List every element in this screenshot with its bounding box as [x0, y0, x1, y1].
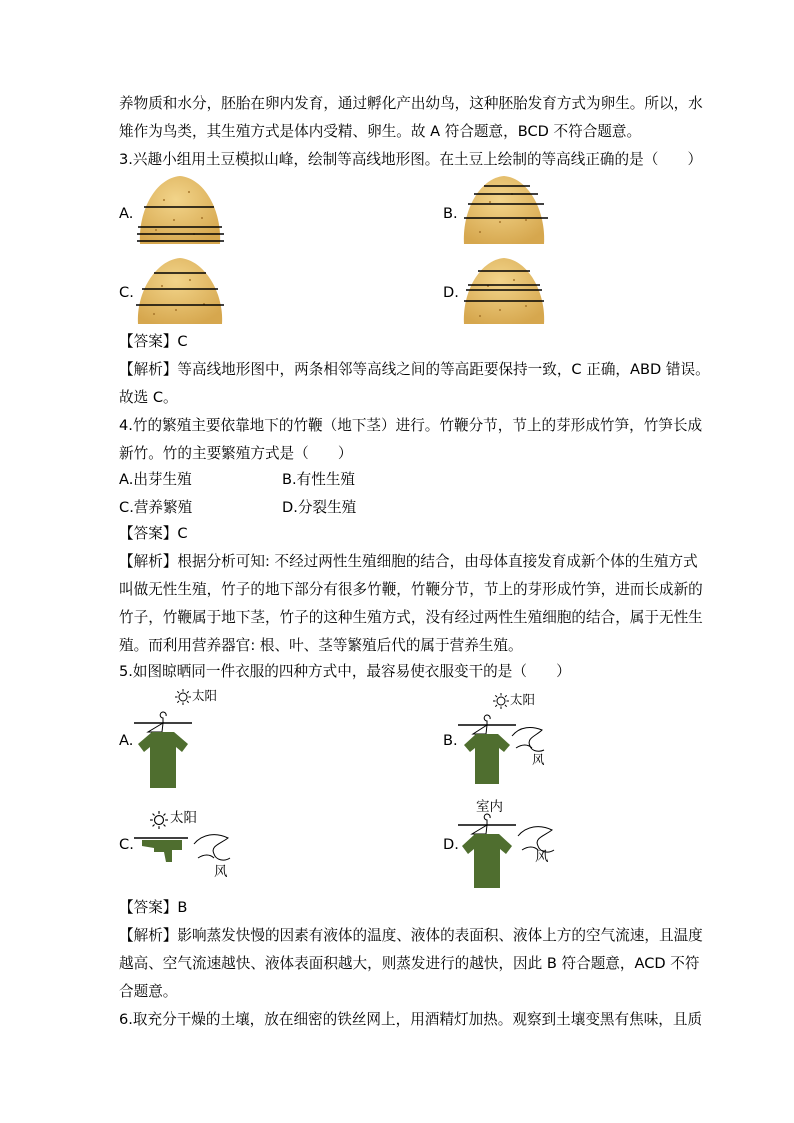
q4-stem-2: 新竹。竹的主要繁殖方式是（ ）	[119, 445, 353, 462]
q5-d-indoor-label: 室内	[476, 799, 503, 815]
shirt-c-image	[134, 834, 194, 864]
q4-analysis-2: 叫做无性生殖，竹子的地下部分有很多竹鞭，竹鞭分节，节上的芽形成竹笋，进而长成新的	[119, 581, 703, 598]
q5-b-sun-label: 太阳	[510, 692, 536, 707]
sun-icon	[150, 811, 168, 829]
q3-analysis-2: 故选 C。	[119, 389, 178, 406]
intro-line-1: 养物质和水分，胚胎在卵内发育，通过孵化产出幼鸟，这种胚胎发育方式为卵生。所以，水	[119, 95, 703, 112]
q5-option-b-label: B.	[443, 732, 458, 749]
q3-answer: 【答案】C	[119, 333, 188, 350]
q4-option-d: D.分裂生殖	[282, 499, 357, 516]
q6-stem: 6.取充分干燥的土壤，放在细密的铁丝网上，用酒精灯加热。观察到土壤变黑有焦味，且质	[119, 1011, 703, 1028]
q4-analysis-4: 殖。而利用营养器官: 根、叶、茎等繁殖后代的属于营养生殖。	[119, 637, 523, 654]
q3-option-c-label: C.	[119, 284, 134, 301]
q5-b-wind-label: 风	[532, 752, 545, 767]
q5-stem: 5.如图晾晒同一件衣服的四种方式中，最容易使衣服变干的是（ ）	[119, 663, 571, 680]
q3-option-a-label: A.	[119, 205, 134, 222]
q5-a-sun-label: 太阳	[192, 688, 218, 703]
q5-option-c-label: C.	[119, 836, 134, 853]
q4-analysis-3: 竹子，竹鞭属于地下茎，竹子的这种生殖方式，没有经过两性生殖细胞的结合，属于无性生	[119, 609, 703, 626]
q4-analysis-1: 【解析】根据分析可知: 不经过两性生殖细胞的结合，由母体直接发育成新个体的生殖方式	[119, 553, 698, 570]
q5-analysis-1: 【解析】影响蒸发快慢的因素有液体的温度、液体的表面积、液体上方的空气流速，且温度	[119, 927, 703, 944]
q4-option-a: A.出芽生殖	[119, 471, 192, 488]
potato-c-image	[134, 254, 226, 326]
q5-option-d-label: D.	[443, 836, 459, 853]
shirt-d-image	[458, 816, 518, 890]
sun-icon	[493, 693, 509, 709]
q5-option-a-label: A.	[119, 732, 134, 749]
q5-answer: 【答案】B	[119, 899, 188, 916]
q5-c-sun-label: 太阳	[170, 810, 197, 826]
q3-option-b-label: B.	[443, 205, 458, 222]
q4-answer: 【答案】C	[119, 525, 188, 542]
potato-b-image	[460, 170, 548, 246]
shirt-b-image	[458, 718, 518, 786]
q5-d-wind-label: 风	[535, 849, 549, 865]
q4-option-c: C.营养繁殖	[119, 499, 193, 516]
potato-a-image	[134, 170, 226, 246]
potato-d-image	[460, 254, 548, 326]
q3-analysis-1: 【解析】等高线地形图中，两条相邻等高线之间的等高距要保持一致，C 正确，ABD 错误。	[119, 361, 710, 378]
q3-stem: 3.兴趣小组用土豆模拟山峰，绘制等高线地形图。在土豆上绘制的等高线正确的是（ ）	[119, 151, 703, 168]
intro-line-2: 雉作为鸟类，其生殖方式是体内受精、卵生。故 A 符合题意，BCD 不符合题意。	[119, 123, 642, 140]
sun-icon	[175, 689, 191, 705]
q5-c-wind-label: 风	[214, 864, 228, 880]
q5-analysis-3: 合题意。	[119, 983, 178, 1000]
q4-stem-1: 4.竹的繁殖主要依靠地下的竹鞭（地下茎）进行。竹鞭分节，节上的芽形成竹笋，竹笋长成	[119, 417, 703, 434]
shirt-a-image	[134, 714, 194, 790]
q3-option-d-label: D.	[443, 284, 459, 301]
q5-analysis-2: 越高、空气流速越快、液体表面积越大，则蒸发进行的越快，因此 B 符合题意，ACD 不符	[119, 955, 700, 972]
q4-option-b: B.有性生殖	[282, 471, 356, 488]
